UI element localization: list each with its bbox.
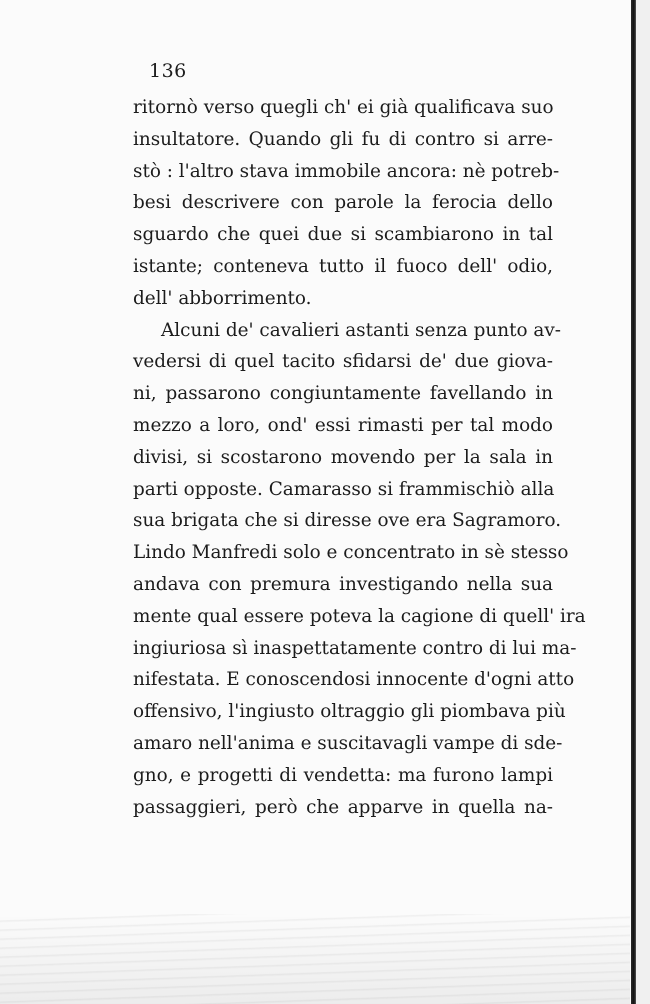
- text-line: ritornò verso quegli ch' ei già qualificava suo: [133, 97, 554, 118]
- text-line: andava con premura investigando nella sua: [133, 573, 553, 595]
- text-line: besi descrivere con parole la ferocia dello: [133, 192, 553, 214]
- paragraph-first-line: Alcuni de' cavalieri astanti senza punto av-: [161, 319, 561, 341]
- text-line: Lindo Manfredi solo e concentrato in sè stesso: [133, 542, 569, 564]
- text-line: sua brigata che si diresse ove era Sagramoro.: [133, 510, 562, 532]
- text-line: amaro nell'anima e suscitavagli vampe di sde-: [133, 732, 563, 754]
- text-line: insultatore. Quando gli fu di contro si arre-: [133, 128, 553, 150]
- text-line: ni, passarono congiuntamente favellando in: [133, 383, 553, 405]
- page-margin: [636, 0, 650, 1004]
- text-line: gno, e progetti di vendetta: ma furono lampi: [133, 764, 553, 786]
- paper-texture: [0, 914, 630, 1004]
- text-line: passaggieri, però che apparve in quella na-: [133, 796, 553, 818]
- binding-edge: [631, 0, 636, 1004]
- text-line: divisi, si scostarono movendo per la sala in: [133, 446, 553, 468]
- text-line: stò : l'altro stava immobile ancora: nè potreb-: [133, 160, 560, 182]
- text-line: sguardo che quei due si scambiarono in tal: [133, 224, 553, 246]
- text-line: mezzo a loro, ond' essi rimasti per tal modo: [133, 414, 553, 436]
- text-line: dell' abborrimento.: [133, 287, 312, 309]
- text-line: parti opposte. Camarasso si frammischiò alla: [133, 478, 555, 500]
- body-text: [133, 92, 586, 823]
- text-line: nifestata. E conoscendosi innocente d'ogni atto: [133, 669, 575, 691]
- text-line: mente qual essere poteva la cagione di quell' ira: [133, 605, 586, 627]
- text-line: ingiuriosa sì inaspettatamente contro di lui ma-: [133, 637, 577, 659]
- text-line: offensivo, l'ingiusto oltraggio gli piombava più: [133, 701, 566, 723]
- text-line: istante; conteneva tutto il fuoco dell' odio,: [133, 255, 553, 277]
- page-number: 136: [149, 60, 187, 82]
- text-line: vedersi di quel tacito sfidarsi de' due giova-: [133, 351, 553, 373]
